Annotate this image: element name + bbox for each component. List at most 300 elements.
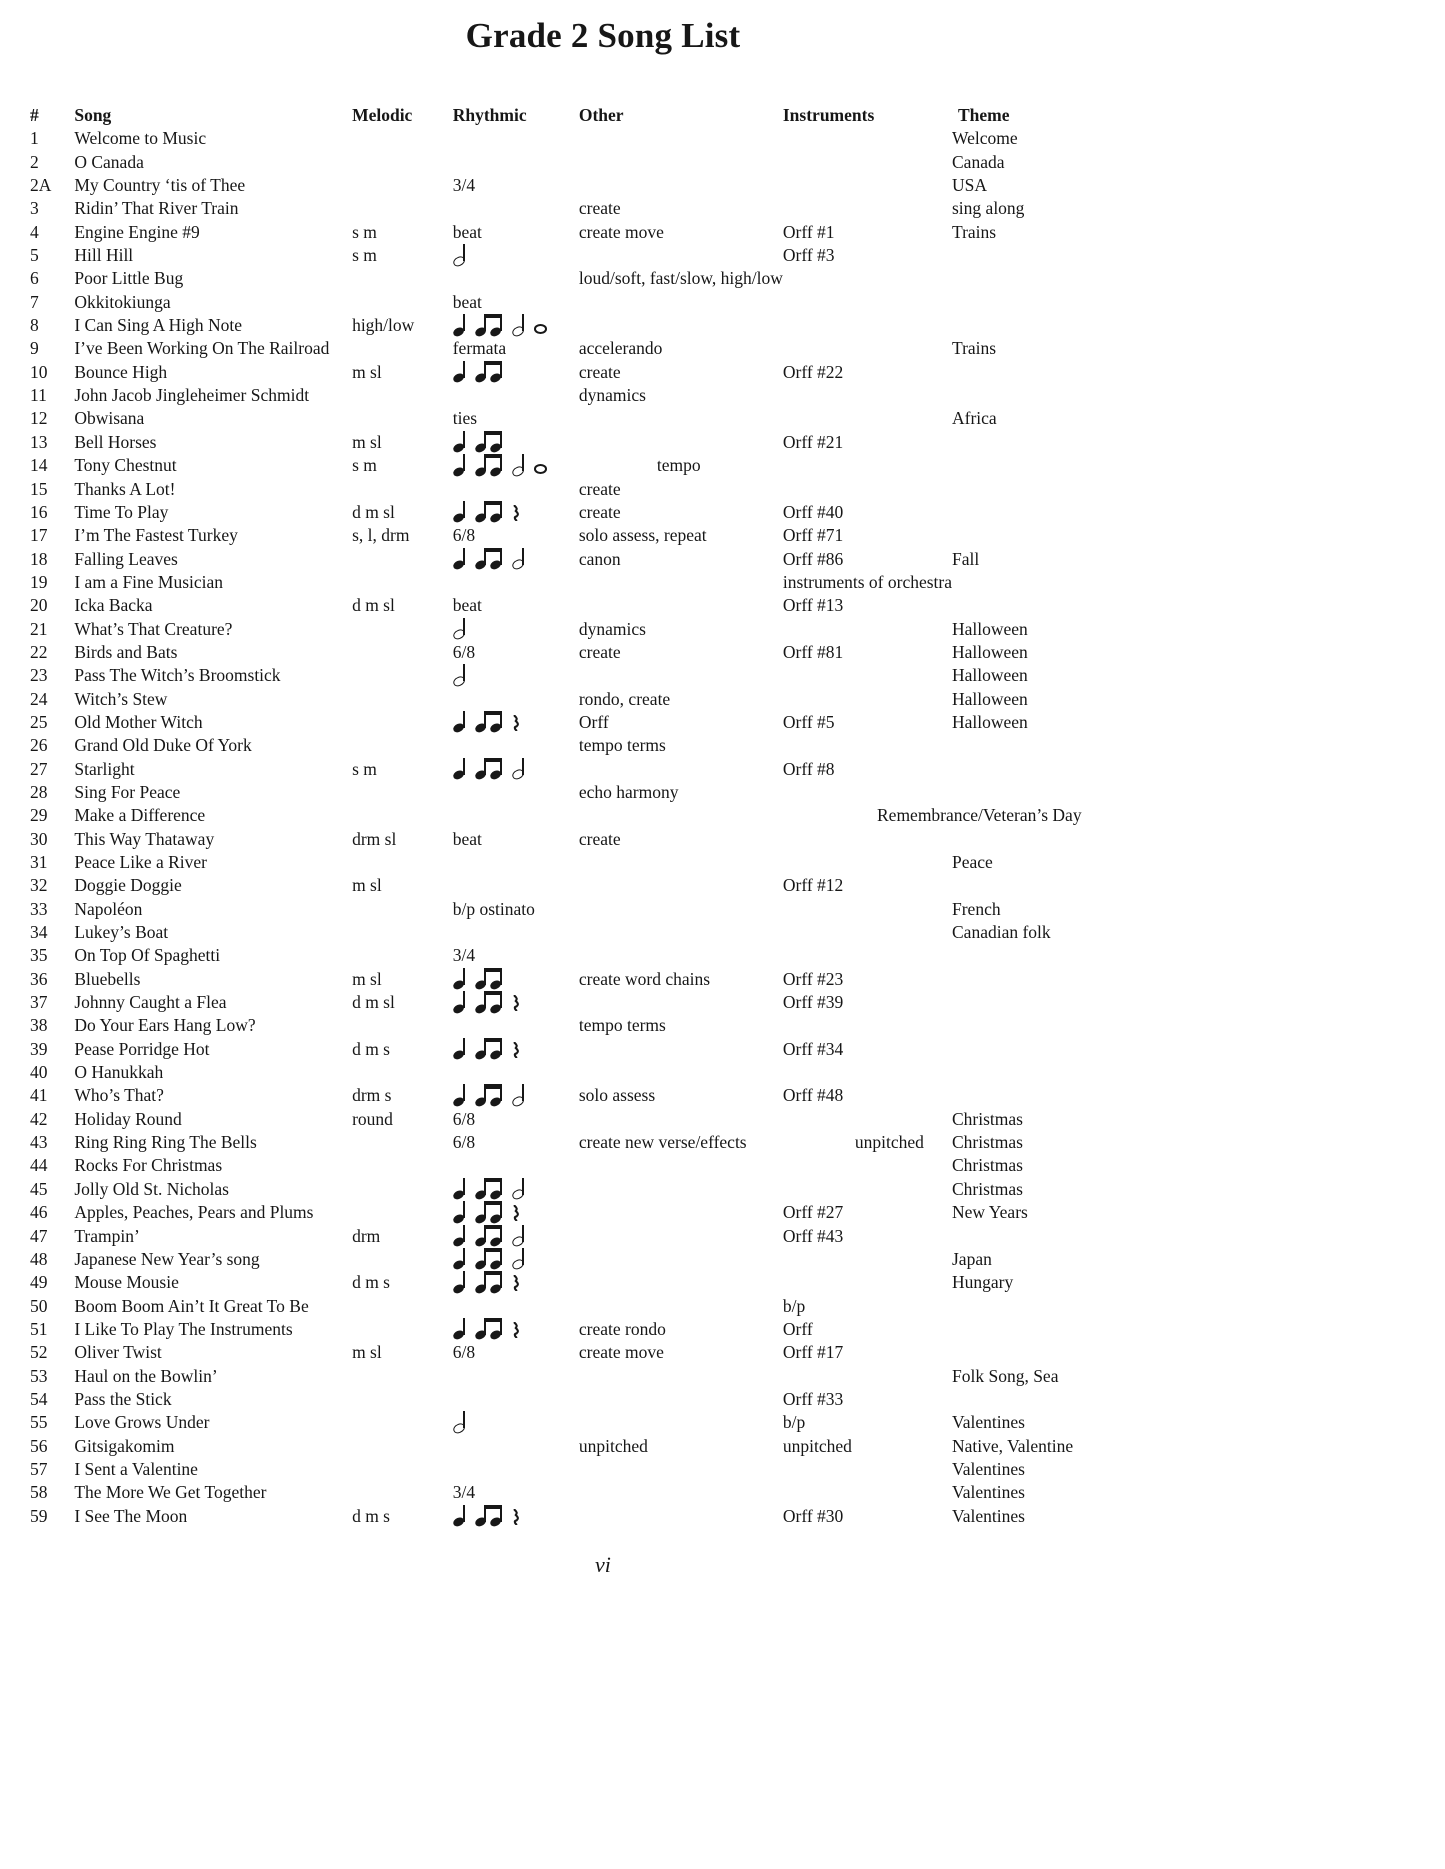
table-row bbox=[30, 1505, 1206, 1528]
other-cell: echo harmony bbox=[578, 781, 679, 802]
instruments-cell bbox=[783, 1481, 952, 1504]
other-cell: dynamics bbox=[578, 618, 646, 639]
half-note-icon bbox=[512, 454, 524, 475]
table-row bbox=[30, 454, 1206, 477]
theme-cell: Halloween bbox=[952, 665, 1028, 686]
other-cell: create bbox=[578, 198, 621, 219]
instruments-cell: Orff #30 bbox=[782, 1505, 844, 1526]
table-row bbox=[30, 267, 1206, 290]
instruments-cell: Orff bbox=[782, 1318, 813, 1339]
table-row bbox=[30, 1061, 1206, 1084]
instruments-cell: Orff #39 bbox=[782, 992, 844, 1013]
other-cell: create rondo bbox=[578, 1318, 666, 1339]
rhythmic-cell bbox=[453, 781, 579, 804]
rhythmic-cell bbox=[453, 758, 579, 781]
beamed-eighth-notes-icon bbox=[475, 1038, 502, 1059]
melodic-cell bbox=[352, 174, 453, 197]
theme-cell: Halloween bbox=[952, 711, 1028, 732]
row-number: 39 bbox=[30, 1038, 48, 1059]
row-number: 5 bbox=[30, 245, 39, 266]
other-cell: create new verse/effects bbox=[578, 1132, 747, 1153]
table-row bbox=[30, 781, 1206, 804]
theme-cell: Japan bbox=[952, 1248, 992, 1269]
table-row bbox=[30, 1131, 1206, 1154]
other-cell: create bbox=[578, 501, 621, 522]
beamed-eighth-notes-icon bbox=[475, 758, 502, 779]
instruments-cell: Orff #43 bbox=[782, 1225, 844, 1246]
quarter-note-icon bbox=[453, 1225, 465, 1246]
melodic-cell bbox=[352, 407, 453, 430]
song-title: Pease Porridge Hot bbox=[74, 1038, 210, 1059]
other-cell bbox=[579, 1365, 783, 1388]
beamed-eighth-notes-icon bbox=[475, 1178, 502, 1199]
row-number: 2 bbox=[30, 151, 39, 172]
theme-cell bbox=[952, 478, 1206, 501]
row-number: 43 bbox=[30, 1132, 48, 1153]
instruments-cell: unpitched bbox=[854, 1132, 924, 1153]
rhythmic-cell: beat bbox=[452, 828, 482, 849]
row-number: 20 bbox=[30, 595, 48, 616]
theme-cell bbox=[952, 314, 1206, 337]
quarter-note-icon bbox=[453, 431, 465, 452]
table-row bbox=[30, 828, 1206, 851]
theme-cell bbox=[952, 454, 1206, 477]
song-title: Johnny Caught a Flea bbox=[74, 992, 227, 1013]
theme-cell: Fall bbox=[952, 548, 980, 569]
rhythmic-cell bbox=[453, 1225, 579, 1248]
melodic-cell bbox=[352, 641, 453, 664]
instruments-cell bbox=[783, 478, 952, 501]
quarter-note-icon bbox=[453, 991, 465, 1012]
rhythmic-cell bbox=[453, 1295, 579, 1318]
row-number: 27 bbox=[30, 758, 48, 779]
instruments-cell: Orff #71 bbox=[782, 525, 844, 546]
table-row bbox=[30, 688, 1206, 711]
instruments-cell bbox=[783, 174, 952, 197]
song-title: Time To Play bbox=[74, 501, 169, 522]
table-row bbox=[30, 851, 1206, 874]
theme-cell bbox=[952, 968, 1206, 991]
other-cell bbox=[579, 1178, 783, 1201]
table-row bbox=[30, 361, 1206, 384]
quarter-note-icon bbox=[453, 1271, 465, 1292]
beamed-eighth-notes-icon bbox=[475, 1201, 502, 1222]
other-cell bbox=[579, 1201, 783, 1224]
melodic-cell bbox=[352, 1388, 453, 1411]
theme-cell: Canadian folk bbox=[952, 922, 1051, 943]
melodic-cell: drm s bbox=[352, 1085, 392, 1106]
other-cell bbox=[579, 431, 783, 454]
table-row bbox=[30, 1458, 1206, 1481]
table-row bbox=[30, 127, 1206, 150]
melodic-cell bbox=[352, 291, 453, 314]
melodic-cell: d m sl bbox=[352, 501, 395, 522]
rhythmic-cell bbox=[453, 384, 579, 407]
theme-cell: Welcome bbox=[952, 128, 1018, 149]
rhythmic-cell bbox=[453, 991, 579, 1014]
header-row bbox=[30, 104, 1206, 127]
melodic-cell bbox=[352, 127, 453, 150]
table-row bbox=[30, 874, 1206, 897]
rhythmic-cell bbox=[453, 1458, 579, 1481]
other-cell: create word chains bbox=[578, 968, 711, 989]
instruments-cell bbox=[783, 1178, 952, 1201]
table-row bbox=[30, 1201, 1206, 1224]
half-note-icon bbox=[512, 1084, 524, 1105]
beamed-eighth-notes-icon bbox=[475, 1084, 502, 1105]
table-row bbox=[30, 1388, 1206, 1411]
row-number: 49 bbox=[30, 1272, 48, 1293]
melodic-cell: d m sl bbox=[352, 595, 395, 616]
theme-cell bbox=[952, 361, 1206, 384]
table-row bbox=[30, 1038, 1206, 1061]
theme-cell bbox=[952, 244, 1206, 267]
theme-cell bbox=[952, 431, 1206, 454]
other-cell bbox=[579, 804, 783, 827]
table-row bbox=[30, 664, 1206, 687]
rhythmic-cell: 3/4 bbox=[452, 1482, 476, 1503]
rhythmic-cell bbox=[453, 244, 579, 267]
quarter-note-icon bbox=[453, 1248, 465, 1269]
table-row bbox=[30, 291, 1206, 314]
song-title: I am a Fine Musician bbox=[74, 571, 224, 592]
half-note-icon bbox=[453, 618, 465, 639]
table-row bbox=[30, 711, 1206, 734]
melodic-cell bbox=[352, 1131, 453, 1154]
instruments-cell: Orff #3 bbox=[782, 245, 835, 266]
beamed-eighth-notes-icon bbox=[475, 1505, 502, 1526]
song-title: Boom Boom Ain’t It Great To Be bbox=[74, 1295, 309, 1316]
instruments-cell bbox=[783, 921, 952, 944]
beamed-eighth-notes-icon bbox=[475, 1271, 502, 1292]
song-title: Trampin’ bbox=[74, 1225, 140, 1246]
song-title: Old Mother Witch bbox=[74, 711, 203, 732]
instruments-cell: Orff #17 bbox=[782, 1342, 844, 1363]
row-number: 50 bbox=[30, 1295, 48, 1316]
beamed-eighth-notes-icon bbox=[475, 711, 502, 732]
melodic-cell bbox=[352, 548, 453, 571]
instruments-cell bbox=[783, 828, 952, 851]
rhythmic-cell bbox=[453, 874, 579, 897]
instruments-cell: Orff #86 bbox=[782, 548, 844, 569]
table-row bbox=[30, 1178, 1206, 1201]
theme-cell bbox=[952, 1038, 1206, 1061]
theme-cell: Valentines bbox=[952, 1412, 1025, 1433]
theme-cell: French bbox=[952, 898, 1001, 919]
melodic-cell bbox=[352, 1014, 453, 1037]
theme-cell: Hungary bbox=[952, 1272, 1014, 1293]
other-cell: tempo bbox=[656, 455, 701, 476]
theme-cell bbox=[952, 384, 1206, 407]
other-cell bbox=[579, 758, 783, 781]
theme-cell bbox=[952, 571, 1206, 594]
table-row bbox=[30, 594, 1206, 617]
rhythmic-cell: 3/4 bbox=[452, 945, 476, 966]
other-cell bbox=[579, 407, 783, 430]
row-number: 30 bbox=[30, 828, 48, 849]
melodic-cell bbox=[352, 571, 453, 594]
half-note-icon bbox=[512, 1225, 524, 1246]
table-row bbox=[30, 1365, 1206, 1388]
rhythmic-cell bbox=[453, 431, 579, 454]
table-row bbox=[30, 944, 1206, 967]
instruments-cell bbox=[783, 384, 952, 407]
column-header-theme: Theme bbox=[958, 105, 1010, 125]
melodic-cell: s m bbox=[352, 221, 377, 242]
quarter-note-icon bbox=[453, 314, 465, 335]
table-row bbox=[30, 1154, 1206, 1177]
quarter-rest-icon bbox=[512, 1271, 521, 1292]
melodic-cell: m sl bbox=[352, 361, 382, 382]
other-cell bbox=[579, 571, 783, 594]
instruments-cell bbox=[783, 1061, 952, 1084]
melodic-cell bbox=[352, 1295, 453, 1318]
table-row bbox=[30, 407, 1206, 430]
theme-cell: Christmas bbox=[952, 1108, 1023, 1129]
instruments-cell: Orff #12 bbox=[782, 875, 844, 896]
table-row bbox=[30, 1435, 1206, 1458]
row-number: 36 bbox=[30, 968, 48, 989]
rhythmic-cell bbox=[453, 804, 579, 827]
instruments-cell: Orff #40 bbox=[782, 501, 844, 522]
row-number: 8 bbox=[30, 315, 39, 336]
table-row bbox=[30, 221, 1206, 244]
melodic-cell bbox=[352, 1318, 453, 1341]
row-number: 37 bbox=[30, 992, 48, 1013]
song-title: Bell Horses bbox=[74, 431, 157, 452]
theme-cell: Halloween bbox=[952, 688, 1028, 709]
song-title: Pass The Witch’s Broomstick bbox=[74, 665, 281, 686]
row-number: 7 bbox=[30, 291, 39, 312]
other-cell: create bbox=[578, 641, 621, 662]
other-cell: create bbox=[578, 828, 621, 849]
row-number: 24 bbox=[30, 688, 48, 709]
rhythmic-cell bbox=[453, 267, 579, 290]
half-note-icon bbox=[512, 314, 524, 335]
melodic-cell bbox=[352, 898, 453, 921]
rhythmic-cell bbox=[453, 1248, 579, 1271]
table-row bbox=[30, 1084, 1206, 1107]
other-cell bbox=[579, 1108, 783, 1131]
row-number: 46 bbox=[30, 1202, 48, 1223]
song-title: John Jacob Jingleheimer Schmidt bbox=[74, 385, 310, 406]
song-title: Holiday Round bbox=[74, 1108, 182, 1129]
instruments-cell: Orff #22 bbox=[782, 361, 844, 382]
rhythmic-cell: ties bbox=[452, 408, 478, 429]
quarter-note-icon bbox=[453, 501, 465, 522]
quarter-note-icon bbox=[453, 454, 465, 475]
instruments-cell bbox=[783, 1365, 952, 1388]
melodic-cell bbox=[352, 1411, 453, 1434]
row-number: 12 bbox=[30, 408, 48, 429]
column-header-song: Song bbox=[74, 105, 112, 125]
rhythmic-cell bbox=[453, 1271, 579, 1294]
rhythmic-cell bbox=[453, 151, 579, 174]
instruments-cell bbox=[783, 337, 952, 360]
instruments-cell bbox=[783, 1108, 952, 1131]
melodic-cell bbox=[352, 851, 453, 874]
page-title: Grade 2 Song List bbox=[465, 16, 741, 55]
other-cell bbox=[579, 127, 783, 150]
row-number: 3 bbox=[30, 198, 39, 219]
melodic-cell bbox=[352, 711, 453, 734]
theme-cell: Christmas bbox=[952, 1178, 1023, 1199]
rhythmic-cell bbox=[453, 1038, 579, 1061]
song-title: Starlight bbox=[74, 758, 135, 779]
theme-cell: New Years bbox=[952, 1202, 1028, 1223]
song-title: Falling Leaves bbox=[74, 548, 178, 569]
table-row bbox=[30, 758, 1206, 781]
theme-cell bbox=[952, 1225, 1206, 1248]
melodic-cell bbox=[352, 1458, 453, 1481]
other-cell bbox=[579, 664, 783, 687]
melodic-cell: round bbox=[352, 1108, 393, 1129]
melodic-cell bbox=[352, 267, 453, 290]
rhythmic-cell bbox=[453, 664, 579, 687]
half-note-icon bbox=[512, 758, 524, 779]
table-row bbox=[30, 991, 1206, 1014]
theme-cell: USA bbox=[952, 175, 988, 196]
song-title: Oliver Twist bbox=[74, 1342, 162, 1363]
other-cell bbox=[579, 244, 783, 267]
instruments-cell bbox=[783, 1248, 952, 1271]
table-row bbox=[30, 431, 1206, 454]
song-title: Pass the Stick bbox=[74, 1388, 172, 1409]
other-cell bbox=[579, 291, 783, 314]
table-row bbox=[30, 1295, 1206, 1318]
song-title: Obwisana bbox=[74, 408, 145, 429]
rhythmic-cell bbox=[453, 478, 579, 501]
melodic-cell: drm sl bbox=[352, 828, 397, 849]
song-title: Icka Backa bbox=[74, 595, 153, 616]
other-cell: Orff bbox=[578, 711, 609, 732]
theme-cell bbox=[952, 1295, 1206, 1318]
table-row bbox=[30, 524, 1206, 547]
instruments-cell bbox=[783, 454, 952, 477]
row-number: 9 bbox=[30, 338, 39, 359]
theme-cell bbox=[952, 828, 1206, 851]
theme-cell bbox=[952, 944, 1206, 967]
rhythmic-cell bbox=[453, 851, 579, 874]
quarter-rest-icon bbox=[512, 1505, 521, 1526]
row-number: 23 bbox=[30, 665, 48, 686]
song-title: Poor Little Bug bbox=[74, 268, 184, 289]
melodic-cell: s m bbox=[352, 245, 377, 266]
table-row bbox=[30, 1271, 1206, 1294]
table-row bbox=[30, 244, 1206, 267]
other-cell: create bbox=[578, 361, 621, 382]
rhythmic-cell bbox=[453, 197, 579, 220]
melodic-cell: high/low bbox=[352, 315, 415, 336]
other-cell bbox=[579, 1295, 783, 1318]
theme-cell: Valentines bbox=[952, 1482, 1025, 1503]
theme-cell bbox=[952, 1084, 1206, 1107]
theme-cell bbox=[952, 1318, 1206, 1341]
row-number: 44 bbox=[30, 1155, 48, 1176]
row-number: 14 bbox=[30, 455, 48, 476]
song-title: Welcome to Music bbox=[74, 128, 207, 149]
quarter-note-icon bbox=[453, 1038, 465, 1059]
beamed-eighth-notes-icon bbox=[475, 1318, 502, 1339]
row-number: 40 bbox=[30, 1062, 48, 1083]
row-number: 57 bbox=[30, 1458, 48, 1479]
rhythmic-cell: fermata bbox=[452, 338, 507, 359]
theme-cell bbox=[952, 874, 1206, 897]
song-table-body bbox=[30, 127, 1206, 1528]
song-title: This Way Thataway bbox=[74, 828, 215, 849]
theme-cell bbox=[952, 501, 1206, 524]
beamed-eighth-notes-icon bbox=[475, 314, 502, 335]
song-title: I Can Sing A High Note bbox=[74, 315, 243, 336]
rhythmic-cell: 6/8 bbox=[452, 1342, 476, 1363]
rhythmic-cell bbox=[453, 454, 579, 477]
table-row bbox=[30, 1014, 1206, 1037]
column-header-rhythmic: Rhythmic bbox=[452, 105, 527, 125]
instruments-cell bbox=[783, 267, 952, 290]
song-title: Ring Ring Ring The Bells bbox=[74, 1132, 257, 1153]
melodic-cell bbox=[352, 1248, 453, 1271]
instruments-cell: Orff #27 bbox=[782, 1202, 844, 1223]
instruments-cell: Orff #48 bbox=[782, 1085, 844, 1106]
other-cell bbox=[579, 1458, 783, 1481]
rhythmic-cell bbox=[453, 1178, 579, 1201]
row-number: 56 bbox=[30, 1435, 48, 1456]
song-title: Okkitokiunga bbox=[74, 291, 171, 312]
row-number: 47 bbox=[30, 1225, 48, 1246]
melodic-cell bbox=[352, 804, 453, 827]
other-cell bbox=[579, 1481, 783, 1504]
quarter-rest-icon bbox=[512, 501, 521, 522]
beamed-eighth-notes-icon bbox=[475, 431, 502, 452]
melodic-cell bbox=[352, 1201, 453, 1224]
song-list-table bbox=[30, 104, 1206, 1528]
table-row bbox=[30, 1225, 1206, 1248]
theme-cell bbox=[952, 1388, 1206, 1411]
song-title: Make a Difference bbox=[74, 805, 206, 826]
song-title: Peace Like a River bbox=[74, 852, 207, 872]
half-note-icon bbox=[512, 1178, 524, 1199]
theme-cell: Native, Valentine bbox=[952, 1435, 1074, 1456]
song-title: O Hanukkah bbox=[74, 1062, 164, 1083]
quarter-note-icon bbox=[453, 1201, 465, 1222]
table-row bbox=[30, 804, 1206, 827]
rhythmic-cell bbox=[453, 1365, 579, 1388]
song-title: I Like To Play The Instruments bbox=[74, 1318, 293, 1339]
theme-cell: Christmas bbox=[952, 1155, 1023, 1176]
rhythmic-cell: 6/8 bbox=[452, 1132, 476, 1153]
song-title: On Top Of Spaghetti bbox=[74, 945, 221, 966]
instruments-cell bbox=[783, 407, 952, 430]
beamed-eighth-notes-icon bbox=[475, 454, 502, 475]
rhythmic-cell bbox=[453, 314, 579, 337]
table-row bbox=[30, 478, 1206, 501]
theme-cell: Christmas bbox=[952, 1132, 1023, 1153]
melodic-cell bbox=[352, 478, 453, 501]
table-row bbox=[30, 618, 1206, 641]
melodic-cell bbox=[352, 1435, 453, 1458]
other-cell: unpitched bbox=[578, 1435, 648, 1456]
theme-cell bbox=[952, 524, 1206, 547]
row-number: 28 bbox=[30, 781, 48, 802]
table-row bbox=[30, 1108, 1206, 1131]
row-number: 1 bbox=[30, 128, 39, 149]
table-row bbox=[30, 1481, 1206, 1504]
row-number: 16 bbox=[30, 501, 48, 522]
theme-cell bbox=[952, 758, 1206, 781]
song-title: Bounce High bbox=[74, 361, 168, 382]
half-note-icon bbox=[453, 244, 465, 265]
song-title: Napoléon bbox=[74, 898, 143, 919]
